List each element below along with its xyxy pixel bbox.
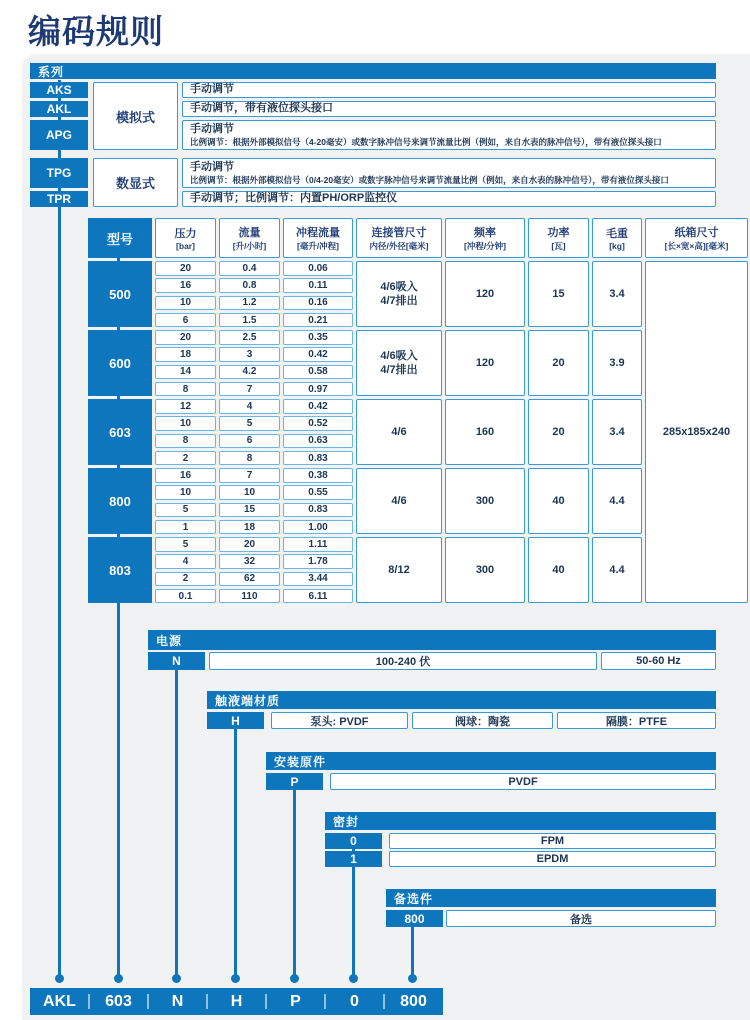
flow-cell: 32 <box>219 554 280 569</box>
flow-cell: 7 <box>219 382 280 397</box>
connection-line: 4/6 <box>391 425 407 438</box>
code-bar-segment: N <box>171 993 184 1010</box>
connection-cell <box>356 399 442 465</box>
connection-line: 4/6吸入 <box>380 280 418 293</box>
section-code-box: P <box>266 773 323 790</box>
section-header: 安装原件 <box>266 752 716 770</box>
stroke-flow-cell: 0.83 <box>283 503 353 518</box>
connector-dot <box>408 974 417 983</box>
section-header: 电源 <box>148 630 716 650</box>
code-bar-separator <box>206 994 208 1009</box>
product-code-bar <box>30 988 443 1015</box>
flow-cell: 20 <box>219 537 280 552</box>
spec-header-title: 频率 <box>474 227 496 239</box>
spec-column-header <box>528 218 589 258</box>
series-description-line: 手动调节 <box>190 160 234 173</box>
flow-cell: 8 <box>219 451 280 466</box>
flow-cell: 10 <box>219 485 280 500</box>
series-description-line: 手动调节，带有液位探头接口 <box>190 102 333 115</box>
model-cell: 600 <box>88 330 152 396</box>
stroke-flow-cell: 1.78 <box>283 554 353 569</box>
model-cell: 500 <box>88 261 152 327</box>
frequency-cell: 160 <box>445 399 525 465</box>
series-description <box>182 101 716 117</box>
connector-dot <box>114 974 123 983</box>
pressure-cell: 2 <box>155 572 216 587</box>
connector-dot <box>172 974 181 983</box>
spec-header-unit: 内径/外径[毫米] <box>369 241 429 251</box>
series-description-line: 比例调节：根据外部模拟信号（4-20毫安）或数字脉冲信号来调节流量比例（例如，来自水表的脉冲信号），带有液位探头接口 <box>190 136 662 147</box>
series-description <box>182 120 716 150</box>
connection-cell <box>356 537 442 603</box>
series-description <box>182 191 716 207</box>
frequency-cell: 120 <box>445 261 525 327</box>
weight-cell: 4.4 <box>592 537 642 603</box>
weight-cell: 3.4 <box>592 261 642 327</box>
spec-header-unit: [bar] <box>176 241 195 251</box>
code-bar-separator <box>265 994 267 1009</box>
pressure-cell: 4 <box>155 554 216 569</box>
power-cell: 40 <box>528 537 589 603</box>
connection-cell <box>356 261 442 327</box>
spec-header-title: 连接管尺寸 <box>371 227 427 239</box>
pressure-cell: 16 <box>155 278 216 293</box>
stroke-flow-cell: 0.11 <box>283 278 353 293</box>
connector-dot <box>290 974 299 983</box>
pressure-cell: 8 <box>155 434 216 449</box>
carton-size-cell: 285x185x240 <box>645 261 748 603</box>
pressure-cell: 16 <box>155 468 216 483</box>
series-group-box: 模拟式 <box>93 82 178 150</box>
flow-cell: 6 <box>219 434 280 449</box>
spec-header-title: 冲程流量 <box>296 227 340 239</box>
section-code-box: N <box>148 652 205 670</box>
pressure-cell: 6 <box>155 313 216 328</box>
weight-cell: 3.9 <box>592 330 642 396</box>
section-value: 备选 <box>446 910 716 927</box>
section-code-box: 800 <box>386 910 443 927</box>
section-value: 隔膜：PTFE <box>557 712 716 729</box>
connection-cell <box>356 330 442 396</box>
spec-column-header <box>645 218 748 258</box>
flow-cell: 4 <box>219 399 280 414</box>
series-description <box>182 82 716 98</box>
section-value: 100-240 伏 <box>209 652 597 670</box>
flow-cell: 0.4 <box>219 261 280 276</box>
series-description-line: 手动调节；比例调节：内置PH/ORP监控仪 <box>190 192 398 205</box>
series-code-box: AKS <box>30 82 88 98</box>
stroke-flow-cell: 0.42 <box>283 347 353 362</box>
section-header: 密封 <box>325 812 716 830</box>
section-value: EPDM <box>389 851 716 867</box>
stroke-flow-cell: 6.11 <box>283 589 353 604</box>
series-description-line: 手动调节 <box>190 122 234 135</box>
connection-line: 8/12 <box>388 563 410 576</box>
stroke-flow-cell: 0.16 <box>283 296 353 311</box>
spec-header-title: 毛重 <box>606 228 628 240</box>
connector-line <box>175 658 178 978</box>
series-code-box: TPG <box>30 158 88 188</box>
series-table-header: 系列 <box>30 63 716 79</box>
pressure-cell: 10 <box>155 416 216 431</box>
series-table <box>30 63 716 207</box>
flow-cell: 110 <box>219 589 280 604</box>
spec-header-title: 流量 <box>238 227 261 239</box>
stroke-flow-cell: 1.11 <box>283 537 353 552</box>
spec-column-header <box>283 218 353 258</box>
stroke-flow-cell: 0.21 <box>283 313 353 328</box>
flow-cell: 3 <box>219 347 280 362</box>
pressure-cell: 1 <box>155 520 216 535</box>
pressure-cell: 2 <box>155 451 216 466</box>
power-cell: 15 <box>528 261 589 327</box>
section-value: 阀球：陶瓷 <box>412 712 553 729</box>
connector-dot <box>231 974 240 983</box>
frequency-cell: 300 <box>445 537 525 603</box>
frequency-cell: 120 <box>445 330 525 396</box>
model-cell: 803 <box>88 537 152 603</box>
model-column-header: 型号 <box>88 218 152 258</box>
connection-line: 4/6吸入 <box>380 349 418 362</box>
stroke-flow-cell: 0.06 <box>283 261 353 276</box>
spec-header-title: 纸箱尺寸 <box>674 227 719 239</box>
series-group-box: 数显式 <box>93 158 178 207</box>
stroke-flow-cell: 3.44 <box>283 572 353 587</box>
flow-cell: 4.2 <box>219 365 280 380</box>
stroke-flow-cell: 0.58 <box>283 365 353 380</box>
connection-line: 4/6 <box>391 494 407 507</box>
power-cell: 20 <box>528 330 589 396</box>
frequency-cell: 300 <box>445 468 525 534</box>
code-bar-separator <box>383 994 385 1009</box>
flow-cell: 7 <box>219 468 280 483</box>
pressure-cell: 10 <box>155 485 216 500</box>
stroke-flow-cell: 0.52 <box>283 416 353 431</box>
stroke-flow-cell: 0.83 <box>283 451 353 466</box>
stroke-flow-cell: 0.42 <box>283 399 353 414</box>
spec-column-header <box>155 218 216 258</box>
pressure-cell: 8 <box>155 382 216 397</box>
section-code-box: 0 <box>325 833 382 849</box>
spec-header-unit: [升/小时] <box>232 241 267 251</box>
pressure-cell: 5 <box>155 503 216 518</box>
spec-header-unit: [瓦] <box>551 241 566 251</box>
flow-cell: 1.2 <box>219 296 280 311</box>
connector-line <box>293 778 296 978</box>
stroke-flow-cell: 0.38 <box>283 468 353 483</box>
model-cell: 800 <box>88 468 152 534</box>
flow-cell: 18 <box>219 520 280 535</box>
pressure-cell: 10 <box>155 296 216 311</box>
power-cell: 40 <box>528 468 589 534</box>
section-value: PVDF <box>330 773 716 790</box>
series-code-box: APG <box>30 120 88 150</box>
weight-cell: 4.4 <box>592 468 642 534</box>
spec-header-title: 功率 <box>547 227 570 239</box>
code-bar-separator <box>324 994 326 1009</box>
series-code-box: TPR <box>30 191 88 207</box>
flow-cell: 62 <box>219 572 280 587</box>
code-bar-segment: 603 <box>105 993 132 1010</box>
connector-dot <box>55 974 64 983</box>
stroke-flow-cell: 0.35 <box>283 330 353 345</box>
flow-cell: 15 <box>219 503 280 518</box>
connector-dot <box>349 974 358 983</box>
spec-column-header <box>219 218 280 258</box>
weight-cell: 3.4 <box>592 399 642 465</box>
pressure-cell: 0.1 <box>155 589 216 604</box>
pressure-cell: 5 <box>155 537 216 552</box>
flow-cell: 0.8 <box>219 278 280 293</box>
series-code-box: AKL <box>30 101 88 117</box>
pressure-cell: 20 <box>155 261 216 276</box>
code-bar-segment: P <box>290 993 301 1010</box>
pressure-cell: 14 <box>155 365 216 380</box>
flow-cell: 1.5 <box>219 313 280 328</box>
connection-line: 4/7排出 <box>380 364 418 376</box>
series-description <box>182 158 716 188</box>
series-description-line: 比例调节：根据外部模拟信号（0/4-20毫安）或数字脉冲信号来调节流量比例（例如，来自水表的脉冲信号），带有液位探头接口 <box>190 174 669 185</box>
code-bar-segment: H <box>230 993 243 1010</box>
stroke-flow-cell: 0.55 <box>283 485 353 500</box>
flow-cell: 5 <box>219 416 280 431</box>
code-bar-segment: AKL <box>43 993 76 1010</box>
series-description-line: 手动调节 <box>190 83 234 96</box>
spec-header-unit: [冲程/分钟] <box>463 241 507 251</box>
section-header: 备选件 <box>386 889 716 907</box>
power-cell: 20 <box>528 399 589 465</box>
connector-line <box>234 718 237 978</box>
spec-header-title: 压力 <box>174 228 197 240</box>
model-cell: 603 <box>88 399 152 465</box>
pressure-cell: 18 <box>155 347 216 362</box>
code-bar-separator <box>147 994 149 1009</box>
section-code-box: H <box>207 712 264 729</box>
spec-column-header <box>356 218 442 258</box>
code-bar-segment: 800 <box>400 993 427 1010</box>
stroke-flow-cell: 0.63 <box>283 434 353 449</box>
pressure-cell: 20 <box>155 330 216 345</box>
spec-header-unit: [kg] <box>609 241 625 251</box>
connection-line: 4/7排出 <box>380 295 418 307</box>
section-value: FPM <box>389 833 716 849</box>
pressure-cell: 12 <box>155 399 216 414</box>
spec-header-unit: [毫升/冲程] <box>296 241 340 251</box>
section-code-box: 1 <box>325 851 382 867</box>
page-title: 编码规则 <box>28 13 164 50</box>
stroke-flow-cell: 0.97 <box>283 382 353 397</box>
flow-cell: 2.5 <box>219 330 280 345</box>
spec-header-unit: [长×宽×高][毫米] <box>664 241 729 251</box>
code-bar-segment: 0 <box>350 993 359 1010</box>
stroke-flow-cell: 1.00 <box>283 520 353 535</box>
connector-line <box>58 80 61 978</box>
section-value: 50-60 Hz <box>601 652 716 670</box>
section-value: 泵头: PVDF <box>271 712 408 729</box>
spec-table <box>88 218 748 608</box>
section-header: 触液端材质 <box>207 691 716 709</box>
connection-cell <box>356 468 442 534</box>
code-bar-separator <box>88 994 90 1009</box>
spec-column-header <box>592 218 642 258</box>
spec-column-header <box>445 218 525 258</box>
